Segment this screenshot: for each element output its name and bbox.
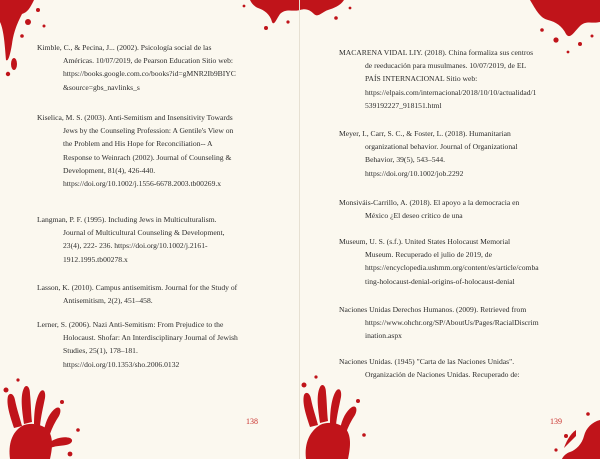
reference-line: MACARENA VIDAL LIY. (2018). China formaliza sus centros [339, 48, 534, 57]
reference-line: Holocaust. Shofar: An Interdisciplinary Journal of Jewish [63, 333, 238, 343]
reference-line: Américas. 10/07/2019, de Pearson Education Sitio web: [63, 56, 233, 66]
page-number: 139 [550, 417, 562, 426]
reference-entry [37, 318, 261, 371]
reference-line: https://encyclopedia.ushmm.org/content/es/article/comba [365, 263, 539, 273]
reference-line: Monsiváis-Carrillo, A. (2018). El apoyo a la democracia en [339, 198, 520, 207]
reference-line: Naciones Unidas Derechos Humanos. (2009). Retrieved from [339, 305, 527, 314]
reference-line: https://doi.org/10.1002/j.1556-6678.2003.tb00269.x [63, 179, 222, 189]
reference-line: Journal of Multicultural Counseling & Development, [63, 228, 225, 238]
reference-line: the Problem and His Hope for Reconciliation-- A [63, 139, 213, 149]
reference-line: Kimble, C., & Pecina, J... (2002). Psicología social de las [37, 43, 212, 52]
reference-line: &source=gbs_navlinks_s [63, 82, 140, 92]
reference-line: Studies, 25(1), 178–181. [63, 346, 138, 356]
right-page [300, 0, 600, 459]
reference-line: Langman, P. F. (1995). Including Jews in Multiculturalism. [37, 215, 217, 224]
reference-line: Naciones Unidas. (1945) "Carta de las Naciones Unidas". [339, 357, 515, 366]
reference-line: Museum, U. S. (s.f.). United States Holocaust Memorial [339, 237, 511, 246]
page-number: 138 [246, 417, 258, 426]
reference-line: Organización de Naciones Unidas. Recuperado de: [365, 370, 520, 380]
reference-entry [339, 355, 563, 381]
reference-entry [37, 213, 261, 266]
reference-line: Meyer, I., Carr, S. C., & Foster, L. (2018). Humanitarian [339, 129, 511, 138]
reference-entry [339, 303, 563, 343]
reference-line: Museum. Recuperado el julio de 2019, de [365, 250, 492, 260]
blood-splatter-icon [300, 0, 360, 30]
reference-line: Kiselica, M. S. (2003). Anti-Semitism and Insensitivity Towards [37, 113, 233, 122]
reference-entry [339, 127, 563, 180]
reference-line: https://books.google.com.co/books?id=gMNR2Ib9BIYC [63, 69, 236, 79]
reference-entry [339, 235, 563, 288]
reference-line: Response to Weinrach (2002). Journal of Counseling & [63, 152, 232, 162]
reference-line: Antisemitism, 2(2), 451–458. [63, 296, 153, 306]
blood-splatter-icon [536, 400, 600, 459]
reference-entry [339, 46, 563, 112]
reference-line: 1912.1995.tb00278.x [63, 254, 128, 264]
reference-line: https://doi.org/10.1002/job.2292 [365, 168, 464, 178]
reference-line: 23(4), 222- 236. https://doi.org/10.1002/j.2161- [63, 241, 208, 251]
reference-line: 539192227_918151.html [365, 100, 442, 110]
reference-line: de reeducación para musulmanes. 10/07/2019, de EL [365, 61, 527, 71]
reference-line: Jews by the Counseling Profession: A Gentile's View on [63, 126, 234, 136]
reference-entry [37, 111, 261, 190]
reference-line: https://elpais.com/internacional/2018/10/10/actualidad/1 [365, 87, 537, 97]
reference-entry [37, 281, 261, 307]
reference-line: https://www.ohchr.org/SP/AboutUs/Pages/RacialDiscrim [365, 318, 539, 328]
reference-line: Behavior, 39(5), 543–544. [365, 155, 446, 165]
bloody-handprint-icon [0, 360, 90, 459]
reference-line: México ¿El deseo crítico de una [365, 211, 463, 221]
blood-splatter-icon [230, 0, 300, 36]
reference-line: https://doi.org/10.1353/sho.2006.0132 [63, 359, 180, 369]
reference-line: ting-holocaust-denial-origins-of-holocaust-denial [365, 276, 515, 286]
reference-line: PAÍS INTERNACIONAL Sitio web: [365, 74, 478, 84]
reference-line: organizational behavior. Journal of Organizational [365, 142, 518, 152]
reference-line: Development, 81(4), 426-440. [63, 165, 156, 175]
reference-entry [37, 41, 261, 94]
reference-line: Lasson, K. (2010). Campus antisemitism. Journal for the Study of [37, 283, 238, 292]
reference-line: ination.aspx [365, 331, 402, 341]
reference-line: Lerner, S. (2006). Nazi Anti-Semitism: From Prejudice to the [37, 320, 224, 329]
reference-entry [339, 196, 563, 222]
